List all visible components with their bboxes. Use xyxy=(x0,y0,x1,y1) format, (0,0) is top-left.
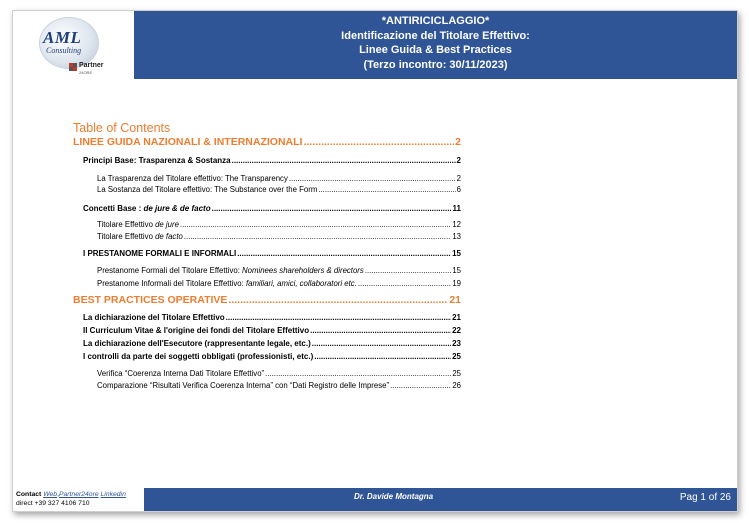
link-partner24ore[interactable]: Partner24ore xyxy=(58,491,99,498)
partner-logo-icon xyxy=(69,63,77,71)
toc-entry-page: 11 xyxy=(452,204,461,213)
toc-entry-trasparenza[interactable] xyxy=(97,174,461,183)
toc-entry-label: Prestanome Informali del Titolare Effettivo: xyxy=(97,279,246,288)
toc-entry-page: 15 xyxy=(452,249,461,258)
toc-entry-label: La Sostanza del Titolare effettivo: The Substance over the Form xyxy=(97,185,318,194)
toc-entry-page: 6 xyxy=(456,185,461,194)
toc-entry-label: La dichiarazione del Titolare Effettivo xyxy=(83,313,225,322)
header-title-line: (Terzo incontro: 30/11/2023) xyxy=(363,58,508,71)
header-title-line: Identificazione del Titolare Effettivo: xyxy=(341,29,530,42)
header-title-bar xyxy=(134,11,737,79)
toc-entry-label: Principi Base: Trasparenza & Sostanza xyxy=(83,156,231,165)
toc-entry-verifica-coerenza[interactable] xyxy=(97,369,461,378)
toc-entry-linee-guida[interactable] xyxy=(73,136,461,148)
toc-entry-label: BEST PRACTICES OPERATIVE xyxy=(73,294,228,306)
toc-entry-page: 19 xyxy=(452,279,461,288)
toc-entry-prestanome[interactable] xyxy=(83,249,461,258)
toc-entry-comparazione[interactable] xyxy=(97,381,461,390)
toc-entry-page: 26 xyxy=(452,381,461,390)
toc-entry-label-italic: Nominees shareholders & directors xyxy=(242,266,364,275)
toc-entry-page: 13 xyxy=(452,232,461,241)
page-header xyxy=(13,11,737,79)
toc-entry-label: La dichiarazione dell'Esecutore (rappresentante legale, etc.) xyxy=(83,339,311,348)
header-title-line: *ANTIRICICLAGGIO* xyxy=(381,15,490,27)
toc-entry-page: 23 xyxy=(452,339,461,348)
toc-entry-prestanome-informali[interactable] xyxy=(97,279,461,288)
logo-sub: Consulting xyxy=(46,46,82,55)
footer-page-number: Pag 1 of 26 xyxy=(679,492,731,503)
toc-entry-label: Concetti Base : xyxy=(83,204,144,213)
logo xyxy=(13,11,133,79)
toc-entry-label: Comparazione “Risultati Verifica Coerenza Interna” con “Dati Registro delle Imprese” xyxy=(97,381,390,390)
toc-entry-prestanome-formali[interactable] xyxy=(97,266,461,275)
toc-entry-label: I PRESTANOME FORMALI E INFORMALI xyxy=(83,249,237,258)
toc-entry-page: 2 xyxy=(456,156,461,165)
toc-entry-page: 21 xyxy=(452,313,461,322)
toc-entry-label: Titolare Effettivo xyxy=(97,220,156,229)
toc-entry-page: 2 xyxy=(455,136,461,148)
header-title-line: Linee Guida & Best Practices xyxy=(359,44,512,56)
toc-entry-label: La Trasparenza del Titolare effettivo: The Transparency xyxy=(97,174,288,183)
toc-entry-page: 21 xyxy=(449,294,461,306)
toc-entry-de-facto[interactable] xyxy=(97,232,461,241)
toc-entry-controlli[interactable] xyxy=(83,352,461,361)
toc-entry-page: 2 xyxy=(456,174,461,183)
page-footer xyxy=(13,488,737,511)
toc-entry-label: Il Curriculum Vitae & l'origine dei fondi del Titolare Effettivo xyxy=(83,326,310,335)
toc-entry-page: 12 xyxy=(452,220,461,229)
partner-sub: 24ORE xyxy=(79,70,93,75)
link-linkedin[interactable]: Linkedin xyxy=(100,491,126,498)
document-page xyxy=(12,10,738,512)
toc-entry-label-italic: de jure xyxy=(155,220,179,229)
toc-entry-best-practices[interactable] xyxy=(73,294,461,306)
toc-title: Table of Contents xyxy=(73,121,171,135)
toc-entry-dichiarazione-titolare[interactable] xyxy=(83,313,461,322)
toc-entry-sostanza[interactable] xyxy=(97,185,461,194)
footer-contact: Contact Web,Partner24ore Linkedin direct +39 327 4106 710 xyxy=(13,488,143,511)
toc-entry-label: I controlli da parte dei soggetti obbligati (professionisti, etc.) xyxy=(83,352,314,361)
toc-entry-label: Verifica “Coerenza Interna Dati Titolare Effettivo” xyxy=(97,369,265,378)
toc-entry-label-italic: familiari, amici, collaboratori etc. xyxy=(245,279,357,288)
toc-entry-page: 15 xyxy=(452,266,461,275)
partner-label: Partner xyxy=(79,62,104,69)
contact-phone: direct +39 327 4106 710 xyxy=(16,500,90,507)
footer-bar xyxy=(144,488,737,511)
footer-author: Dr. Davide Montagna xyxy=(354,492,434,501)
link-web[interactable]: Web xyxy=(43,491,58,498)
toc-entry-label: Prestanome Formali del Titolare Effettivo: xyxy=(97,266,243,275)
toc-entry-label: Titolare Effettivo xyxy=(97,232,156,241)
toc-entry-de-jure[interactable] xyxy=(97,220,461,229)
toc-entry-label-italic: de jure & de facto xyxy=(143,204,211,213)
toc-entry-page: 22 xyxy=(452,326,461,335)
toc-entry-dichiarazione-esecutore[interactable] xyxy=(83,339,461,348)
toc-entry-label-italic: de facto xyxy=(155,232,183,241)
toc-entry-concetti-base[interactable] xyxy=(83,204,461,213)
toc-entry-page: 25 xyxy=(452,352,461,361)
toc-entry-page: 25 xyxy=(452,369,461,378)
logo-brand: AML xyxy=(43,28,82,47)
contact-label: Contact xyxy=(16,491,42,498)
toc-entry-label: LINEE GUIDA NAZIONALI & INTERNAZIONALI xyxy=(73,136,303,148)
toc-entry-principi-base[interactable] xyxy=(83,156,461,165)
toc-entry-curriculum[interactable] xyxy=(83,326,461,335)
